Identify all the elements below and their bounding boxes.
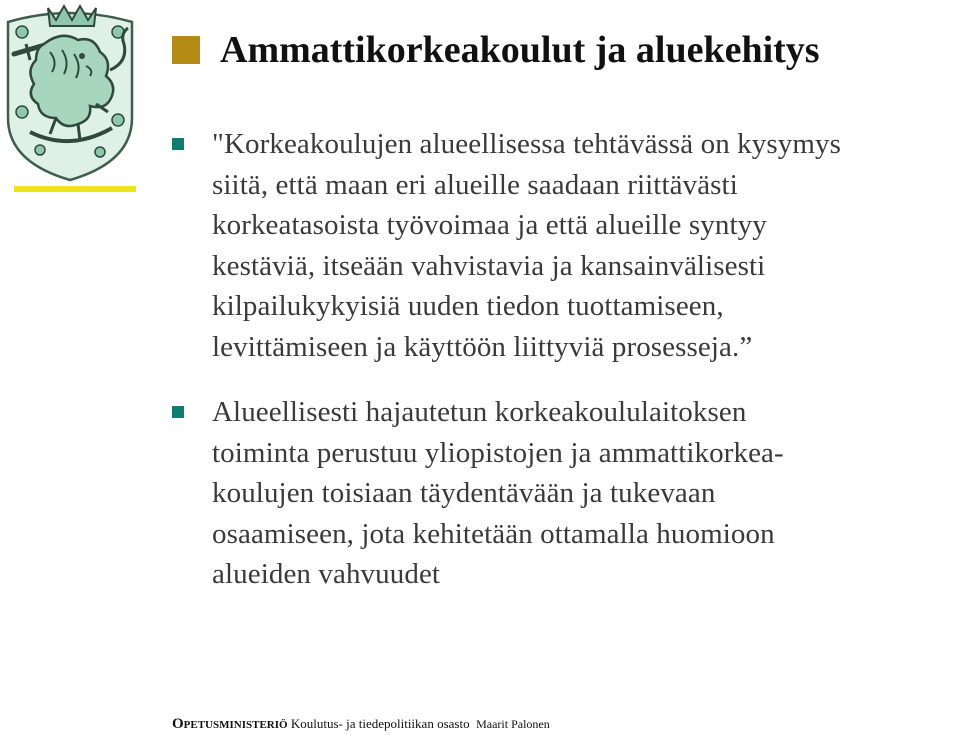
footer: [172, 716, 550, 733]
title-bullet-icon: [172, 36, 200, 64]
footer-author: Maarit Palonen: [476, 717, 550, 731]
text-line: "Korkeakoulujen alueellisessa tehtävässä on kysymys: [212, 128, 842, 160]
bullet-square-icon: [172, 406, 184, 418]
footer-ministry: Opetusministeriö: [172, 716, 288, 732]
bullet-item: [172, 392, 952, 595]
text-line: levittämiseen ja käyttöön liittyviä prosesseja.”: [212, 330, 753, 363]
slide-title: Ammattikorkeakoulut ja aluekehitys: [220, 29, 820, 71]
text-line: osaamiseen, jota kehitetään ottamalla huomioon: [212, 517, 775, 550]
text-line: kilpailukykyisiä uuden tiedon tuottamiseen,: [212, 290, 724, 322]
accent-bar: [14, 186, 136, 192]
bullet-item: [172, 124, 952, 367]
bullet-text: [212, 392, 952, 595]
finnish-lion-emblem-icon: [0, 0, 140, 190]
title-row: [172, 22, 820, 78]
text-line: alueiden vahvuudet: [212, 558, 441, 590]
bullet-text: [212, 124, 952, 367]
text-line: kestäviä, itseään vahvistavia ja kansainvälisesti: [212, 249, 766, 282]
text-line: korkeatasoista työvoimaa ja että alueille syntyy: [212, 209, 767, 241]
footer-department: Koulutus- ja tiedepolitiikan osasto: [290, 716, 470, 731]
text-line: koulujen toisiaan täydentävään ja tukevaan: [212, 477, 716, 509]
text-line: toiminta perustuu yliopistojen ja ammattikorkea-: [212, 436, 784, 469]
bullet-square-icon: [172, 138, 184, 150]
text-line: siitä, että maan eri alueille saadaan riittävästi: [212, 168, 738, 201]
text-line: Alueellisesti hajautetun korkeakoululaitoksen: [212, 396, 747, 428]
